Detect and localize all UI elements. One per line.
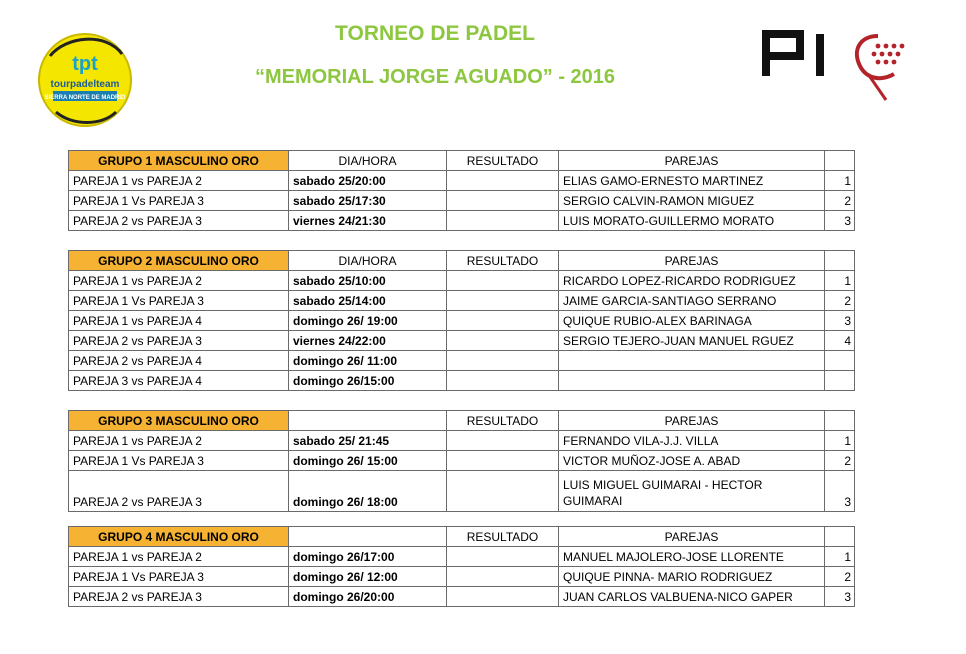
pareja-cell bbox=[559, 371, 825, 391]
resultado-cell[interactable] bbox=[447, 567, 559, 587]
pareja-number: 3 bbox=[825, 211, 855, 231]
logo-sierra-text: SIERRA NORTE DE MADRID bbox=[44, 95, 126, 101]
table-row bbox=[69, 567, 855, 587]
resultado-cell[interactable] bbox=[447, 451, 559, 471]
group-name: GRUPO 2 MASCULINO ORO bbox=[69, 251, 289, 271]
pareja-cell: VICTOR MUÑOZ-JOSE A. ABAD bbox=[559, 451, 825, 471]
group-2-table bbox=[68, 250, 855, 391]
pareja-number: 2 bbox=[825, 451, 855, 471]
group-name: GRUPO 4 MASCULINO ORO bbox=[69, 527, 289, 547]
table-row bbox=[69, 471, 855, 512]
table-row bbox=[69, 311, 855, 331]
dia-cell: sabado 25/ 21:45 bbox=[289, 431, 447, 451]
table-row bbox=[69, 431, 855, 451]
match-cell: PAREJA 1 vs PAREJA 2 bbox=[69, 547, 289, 567]
num-header bbox=[825, 411, 855, 431]
match-cell: PAREJA 2 vs PAREJA 3 bbox=[69, 587, 289, 607]
resultado-cell[interactable] bbox=[447, 587, 559, 607]
dia-hora-header: DIA/HORA bbox=[289, 151, 447, 171]
group-name: GRUPO 3 MASCULINO ORO bbox=[69, 411, 289, 431]
group-header-row bbox=[69, 411, 855, 431]
pareja-number: 4 bbox=[825, 331, 855, 351]
resultado-cell[interactable] bbox=[447, 171, 559, 191]
table-row bbox=[69, 587, 855, 607]
pareja-number: 3 bbox=[825, 311, 855, 331]
match-cell: PAREJA 1 Vs PAREJA 3 bbox=[69, 191, 289, 211]
table-row bbox=[69, 171, 855, 191]
match-cell: PAREJA 2 vs PAREJA 3 bbox=[69, 331, 289, 351]
dia-cell: domingo 26/ 18:00 bbox=[289, 471, 447, 512]
dia-hora-header bbox=[289, 527, 447, 547]
parejas-header: PAREJAS bbox=[559, 411, 825, 431]
group-name: GRUPO 1 MASCULINO ORO bbox=[69, 151, 289, 171]
table-row bbox=[69, 547, 855, 567]
parejas-header: PAREJAS bbox=[559, 527, 825, 547]
match-cell: PAREJA 1 Vs PAREJA 3 bbox=[69, 567, 289, 587]
pareja-cell: QUIQUE RUBIO-ALEX BARINAGA bbox=[559, 311, 825, 331]
pareja-cell: QUIQUE PINNA- MARIO RODRIGUEZ bbox=[559, 567, 825, 587]
logo-tpt-text: tpt bbox=[72, 53, 98, 75]
dia-cell: viernes 24/22:00 bbox=[289, 331, 447, 351]
table-row bbox=[69, 451, 855, 471]
group-header-row bbox=[69, 151, 855, 171]
resultado-cell[interactable] bbox=[447, 211, 559, 231]
table-row bbox=[69, 371, 855, 391]
table-row bbox=[69, 271, 855, 291]
dia-hora-header: DIA/HORA bbox=[289, 251, 447, 271]
resultado-cell[interactable] bbox=[447, 291, 559, 311]
match-cell: PAREJA 1 vs PAREJA 2 bbox=[69, 431, 289, 451]
dia-cell: sabado 25/14:00 bbox=[289, 291, 447, 311]
pi-logo bbox=[760, 26, 910, 106]
table-row bbox=[69, 291, 855, 311]
resultado-header: RESULTADO bbox=[447, 151, 559, 171]
pareja-number: 2 bbox=[825, 291, 855, 311]
resultado-cell[interactable] bbox=[447, 271, 559, 291]
pareja-number bbox=[825, 351, 855, 371]
resultado-header: RESULTADO bbox=[447, 411, 559, 431]
parejas-header: PAREJAS bbox=[559, 251, 825, 271]
pareja-cell bbox=[559, 351, 825, 371]
group-3-table bbox=[68, 410, 855, 512]
dia-cell: domingo 26/15:00 bbox=[289, 371, 447, 391]
pareja-number: 2 bbox=[825, 567, 855, 587]
pareja-cell: RICARDO LOPEZ-RICARDO RODRIGUEZ bbox=[559, 271, 825, 291]
dia-cell: domingo 26/ 19:00 bbox=[289, 311, 447, 331]
resultado-cell[interactable] bbox=[447, 547, 559, 567]
dia-cell: sabado 25/20:00 bbox=[289, 171, 447, 191]
resultado-cell[interactable] bbox=[447, 191, 559, 211]
match-cell: PAREJA 1 Vs PAREJA 3 bbox=[69, 451, 289, 471]
resultado-cell[interactable] bbox=[447, 431, 559, 451]
match-cell: PAREJA 1 Vs PAREJA 3 bbox=[69, 291, 289, 311]
resultado-cell[interactable] bbox=[447, 311, 559, 331]
page-subtitle: “MEMORIAL JORGE AGUADO” - 2016 bbox=[254, 66, 616, 88]
match-cell: PAREJA 1 vs PAREJA 2 bbox=[69, 271, 289, 291]
pareja-cell: MANUEL MAJOLERO-JOSE LLORENTE bbox=[559, 547, 825, 567]
resultado-cell[interactable] bbox=[447, 371, 559, 391]
dia-cell: sabado 25/17:30 bbox=[289, 191, 447, 211]
table-row bbox=[69, 211, 855, 231]
match-cell: PAREJA 1 vs PAREJA 4 bbox=[69, 311, 289, 331]
group-header-row bbox=[69, 527, 855, 547]
resultado-header: RESULTADO bbox=[447, 251, 559, 271]
group-header-row bbox=[69, 251, 855, 271]
pareja-number: 3 bbox=[825, 587, 855, 607]
match-cell: PAREJA 3 vs PAREJA 4 bbox=[69, 371, 289, 391]
dia-cell: domingo 26/17:00 bbox=[289, 547, 447, 567]
dia-cell: sabado 25/10:00 bbox=[289, 271, 447, 291]
pareja-number: 1 bbox=[825, 271, 855, 291]
pareja-cell: JAIME GARCIA-SANTIAGO SERRANO bbox=[559, 291, 825, 311]
resultado-cell[interactable] bbox=[447, 331, 559, 351]
group-1-table bbox=[68, 150, 855, 231]
dia-hora-header bbox=[289, 411, 447, 431]
pareja-cell: JUAN CARLOS VALBUENA-NICO GAPER bbox=[559, 587, 825, 607]
parejas-header: PAREJAS bbox=[559, 151, 825, 171]
pareja-cell: SERGIO TEJERO-JUAN MANUEL RGUEZ bbox=[559, 331, 825, 351]
pareja-number: 1 bbox=[825, 547, 855, 567]
match-cell: PAREJA 2 vs PAREJA 3 bbox=[69, 471, 289, 512]
pareja-number bbox=[825, 371, 855, 391]
pareja-cell: LUIS MORATO-GUILLERMO MORATO bbox=[559, 211, 825, 231]
pareja-number: 3 bbox=[825, 471, 855, 512]
pareja-number: 1 bbox=[825, 431, 855, 451]
match-cell: PAREJA 2 vs PAREJA 4 bbox=[69, 351, 289, 371]
pareja-cell: FERNANDO VILA-J.J. VILLA bbox=[559, 431, 825, 451]
resultado-cell[interactable] bbox=[447, 351, 559, 371]
pareja-cell: ELIAS GAMO-ERNESTO MARTINEZ bbox=[559, 171, 825, 191]
group-4-table bbox=[68, 526, 855, 607]
pareja-cell: SERGIO CALVIN-RAMON MIGUEZ bbox=[559, 191, 825, 211]
dia-cell: domingo 26/ 11:00 bbox=[289, 351, 447, 371]
dia-cell: viernes 24/21:30 bbox=[289, 211, 447, 231]
num-header bbox=[825, 251, 855, 271]
match-cell: PAREJA 2 vs PAREJA 3 bbox=[69, 211, 289, 231]
pareja-number: 2 bbox=[825, 191, 855, 211]
logo-tourpadelteam-text: tourpadelteam bbox=[50, 79, 120, 90]
page-title: TORNEO DE PADEL bbox=[335, 22, 535, 45]
dia-cell: domingo 26/ 12:00 bbox=[289, 567, 447, 587]
table-row bbox=[69, 191, 855, 211]
match-cell: PAREJA 1 vs PAREJA 2 bbox=[69, 171, 289, 191]
resultado-cell[interactable] bbox=[447, 471, 559, 512]
table-row bbox=[69, 351, 855, 371]
dia-cell: domingo 26/20:00 bbox=[289, 587, 447, 607]
resultado-header: RESULTADO bbox=[447, 527, 559, 547]
table-row bbox=[69, 331, 855, 351]
dia-cell: domingo 26/ 15:00 bbox=[289, 451, 447, 471]
num-header bbox=[825, 527, 855, 547]
pareja-cell: LUIS MIGUEL GUIMARAI - HECTOR GUIMARAI bbox=[559, 471, 825, 512]
pareja-number: 1 bbox=[825, 171, 855, 191]
num-header bbox=[825, 151, 855, 171]
